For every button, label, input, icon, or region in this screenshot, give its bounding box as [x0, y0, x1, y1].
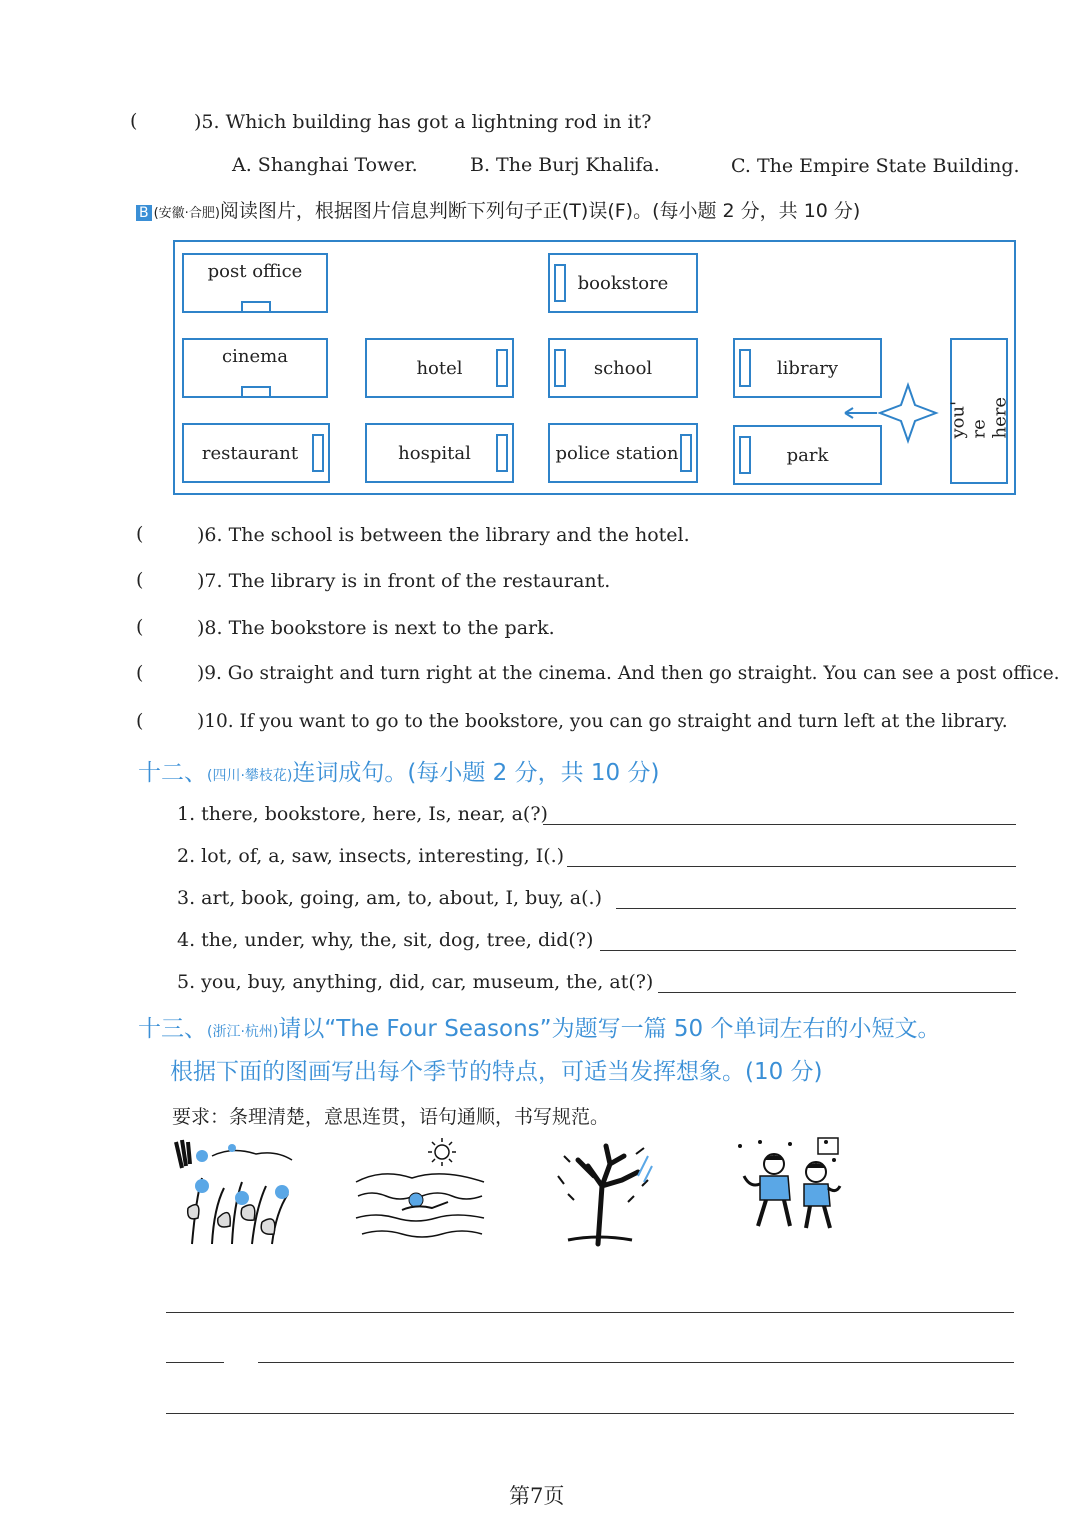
building-school — [548, 338, 698, 398]
door-icon — [680, 434, 692, 472]
building-hospital — [365, 423, 514, 483]
answer-paren-open: ( — [136, 710, 144, 732]
door-icon — [554, 264, 566, 302]
cinema-label: cinema — [222, 346, 288, 367]
police-station-label: police station — [555, 442, 679, 464]
sentence-item-3: 3. art, book, going, am, to, about, I, buy, a(.) — [177, 887, 603, 909]
answer-paren-open: ( — [136, 662, 144, 684]
question-7-text: )7. The library is in front of the restaurant. — [197, 570, 611, 592]
question-9-text: )9. Go straight and turn right at the cinema. And then go straight. You can see a post office. — [197, 663, 1060, 684]
section-13-line1: 请以“The Four Seasons”为题写一篇 50 个单词左右的小短文。 — [278, 1016, 941, 1042]
spring-flowers-picture — [172, 1138, 300, 1248]
section-13-heading — [138, 1010, 940, 1043]
sentence-item-4: 4. the, under, why, the, sit, dog, tree, did(?) — [177, 929, 594, 951]
autumn-tree-picture — [548, 1136, 658, 1248]
answer-line[interactable] — [567, 866, 1016, 867]
summer-swimming-picture — [352, 1138, 488, 1248]
section-13-num: 十三、 — [138, 1016, 207, 1042]
door-icon — [739, 436, 751, 474]
school-label: school — [593, 357, 653, 379]
answer-paren-open: ( — [130, 110, 138, 132]
section-b-instruction: 阅读图片，根据图片信息判断下列句子正(T)误(F)。(每小题 2 分，共 10 分) — [219, 200, 861, 222]
door-icon — [241, 386, 271, 398]
door-icon — [312, 434, 324, 472]
hotel-label: hotel — [416, 357, 463, 379]
option-a: A. Shanghai Tower. — [232, 154, 418, 176]
building-cinema — [182, 338, 328, 398]
question-6-text: )6. The school is between the library and the hotel. — [197, 524, 690, 546]
answer-paren-open: ( — [136, 569, 144, 591]
section-b-heading — [136, 196, 860, 223]
building-post-office — [182, 253, 328, 313]
bookstore-label: bookstore — [577, 272, 669, 294]
section-12-num: 十二、 — [138, 760, 207, 786]
building-police-station — [548, 423, 698, 483]
park-label: park — [786, 444, 829, 466]
writing-line[interactable] — [166, 1362, 224, 1363]
building-bookstore — [548, 253, 698, 313]
door-icon — [496, 349, 508, 387]
answer-line[interactable] — [616, 908, 1016, 909]
section-13-line2: 根据下面的图画写出每个季节的特点，可适当发挥想象。(10 分) — [170, 1059, 823, 1085]
option-c: C. The Empire State Building. — [731, 155, 1020, 177]
option-b: B. The Burj Khalifa. — [470, 154, 660, 176]
answer-line[interactable] — [600, 950, 1016, 951]
section-12-heading — [138, 754, 659, 787]
door-icon — [496, 434, 508, 472]
door-icon — [739, 349, 751, 387]
building-hotel — [365, 338, 514, 398]
you-are-here-box — [947, 338, 1011, 484]
restaurant-label: restaurant — [201, 442, 299, 464]
section-13-requirement: 要求：条理清楚，意思连贯，语句通顺，书写规范。 — [172, 1106, 610, 1128]
writing-line[interactable] — [166, 1312, 1014, 1313]
library-label: library — [776, 357, 839, 379]
sentence-item-2: 2. lot, of, a, saw, insects, interesting, I(.) — [177, 845, 565, 867]
door-icon — [241, 301, 271, 313]
answer-line[interactable] — [658, 992, 1016, 993]
compass-star-icon — [835, 382, 940, 444]
hospital-label: hospital — [398, 442, 471, 464]
section-b-region: (安徽·合肥) — [153, 206, 220, 221]
section-b-tag: B — [136, 205, 152, 221]
you-are-here-label: you' re here — [947, 396, 1011, 438]
sentence-item-5: 5. you, buy, anything, did, car, museum, the, at(?) — [177, 971, 654, 993]
answer-paren-open: ( — [136, 523, 144, 545]
section-13-region: (浙江·杭州) — [207, 1024, 279, 1040]
section-12-region: (四川·攀枝花) — [207, 768, 293, 784]
building-restaurant — [182, 423, 330, 483]
post-office-label: post office — [207, 261, 303, 282]
section-12-title: 连词成句。(每小题 2 分，共 10 分) — [292, 760, 660, 786]
winter-snow-picture — [730, 1136, 842, 1232]
question-8-text: )8. The bookstore is next to the park. — [197, 617, 555, 639]
page-number: 第7页 — [509, 1484, 565, 1508]
writing-line[interactable] — [258, 1362, 1014, 1363]
question-5-text: )5. Which building has got a lightning rod in it? — [194, 111, 652, 133]
answer-line[interactable] — [543, 824, 1016, 825]
sentence-item-1: 1. there, bookstore, here, Is, near, a(?) — [177, 803, 548, 825]
question-10-text: )10. If you want to go to the bookstore, you can go straight and turn left at the library. — [197, 711, 1008, 732]
answer-paren-open: ( — [136, 616, 144, 638]
writing-line[interactable] — [166, 1413, 1014, 1414]
door-icon — [554, 349, 566, 387]
